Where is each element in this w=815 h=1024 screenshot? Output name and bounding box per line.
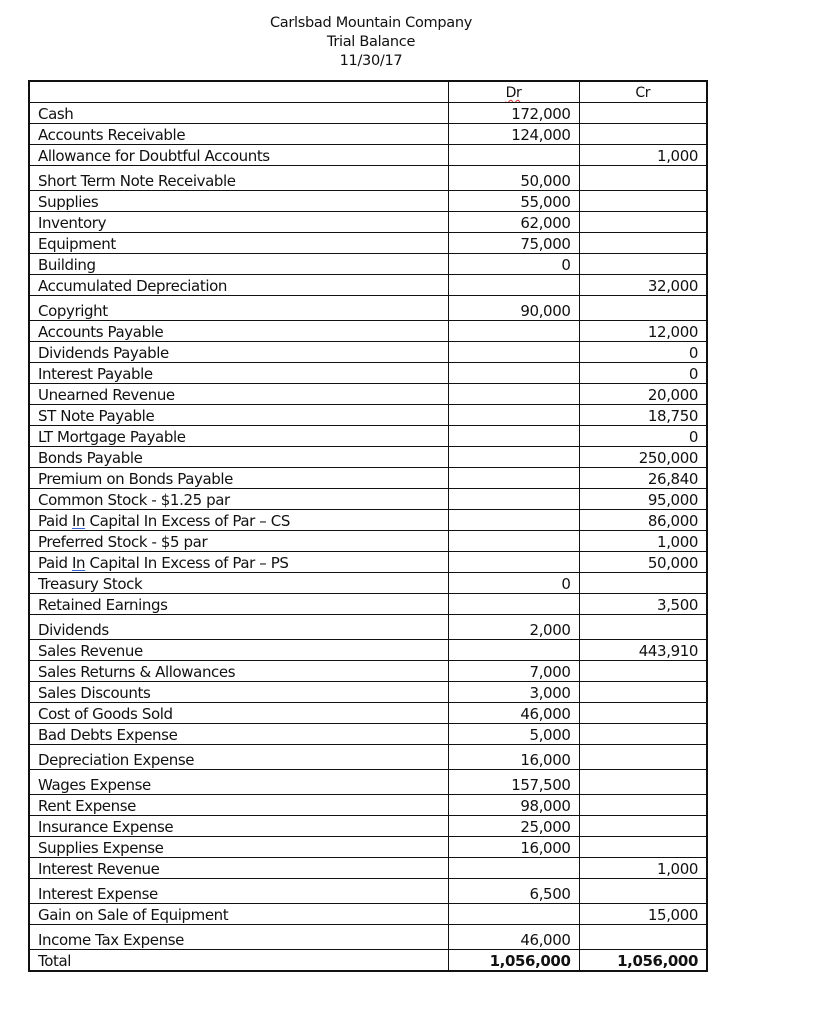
account-name-part: Capital In Excess of Par – CS [85,512,290,530]
credit-amount [579,573,707,594]
account-name: Insurance Expense [29,816,448,837]
credit-amount: 32,000 [579,275,707,296]
debit-amount: 62,000 [448,212,579,233]
credit-amount [579,212,707,233]
table-row [29,724,707,745]
account-name: Preferred Stock - $5 par [29,531,448,552]
credit-amount [579,166,707,191]
account-name: Supplies Expense [29,837,448,858]
account-name: Supplies [29,191,448,212]
account-name: Sales Revenue [29,640,448,661]
debit-amount: 6,500 [448,879,579,904]
table-row [29,103,707,124]
account-name: Interest Expense [29,879,448,904]
debit-amount: 124,000 [448,124,579,145]
report-name: Trial Balance [326,34,416,50]
account-name: Allowance for Doubtful Accounts [29,145,448,166]
account-name-part: Paid [38,554,73,572]
credit-amount: 1,000 [579,858,707,879]
table-row [29,212,707,233]
table-row [29,682,707,703]
total-row [29,950,707,972]
table-row [29,342,707,363]
account-name: Dividends [29,615,448,640]
debit-amount: 98,000 [448,795,579,816]
table-row [29,925,707,950]
debit-amount: 172,000 [448,103,579,124]
company-name: Carlsbad Mountain Company [269,15,473,31]
credit-amount [579,925,707,950]
credit-amount [579,615,707,640]
debit-amount [448,594,579,615]
debit-amount: 55,000 [448,191,579,212]
account-name: Short Term Note Receivable [29,166,448,191]
account-column-header [29,81,448,103]
credit-amount [579,724,707,745]
table-row [29,594,707,615]
account-name: Dividends Payable [29,342,448,363]
account-name: Premium on Bonds Payable [29,468,448,489]
account-name: Bad Debts Expense [29,724,448,745]
grammar-flagged-word: In [72,554,86,572]
debit-amount: 157,500 [448,770,579,795]
credit-amount: 15,000 [579,904,707,925]
account-name: Sales Returns & Allowances [29,661,448,682]
credit-amount [579,879,707,904]
table-row [29,489,707,510]
debit-amount [448,384,579,405]
table-row [29,795,707,816]
credit-amount: 26,840 [579,468,707,489]
account-name: Cash [29,103,448,124]
table-row [29,837,707,858]
debit-header-label: Dr [505,85,522,101]
credit-amount: 0 [579,363,707,384]
credit-amount: 50,000 [579,552,707,573]
credit-amount [579,661,707,682]
debit-amount: 46,000 [448,703,579,724]
report-title-block [220,14,522,71]
credit-amount: 443,910 [579,640,707,661]
account-name: Building [29,254,448,275]
table-row [29,904,707,925]
table-row [29,384,707,405]
table-row [29,640,707,661]
credit-amount [579,191,707,212]
credit-amount: 3,500 [579,594,707,615]
table-row [29,145,707,166]
table-row [29,321,707,342]
table-row [29,254,707,275]
report-date: 11/30/17 [339,53,403,69]
debit-amount [448,468,579,489]
table-row [29,858,707,879]
table-row [29,166,707,191]
table-row [29,703,707,724]
account-name: LT Mortgage Payable [29,426,448,447]
debit-amount: 7,000 [448,661,579,682]
account-name: ST Note Payable [29,405,448,426]
debit-amount [448,858,579,879]
table-row [29,816,707,837]
account-name: Accounts Receivable [29,124,448,145]
credit-amount [579,770,707,795]
debit-amount: 3,000 [448,682,579,703]
account-name: Interest Revenue [29,858,448,879]
debit-amount [448,447,579,468]
credit-amount: 86,000 [579,510,707,531]
account-name: Wages Expense [29,770,448,795]
table-row [29,275,707,296]
credit-amount [579,795,707,816]
table-row [29,447,707,468]
account-name: Unearned Revenue [29,384,448,405]
debit-amount: 5,000 [448,724,579,745]
account-name: Accumulated Depreciation [29,275,448,296]
debit-amount: 16,000 [448,837,579,858]
debit-amount: 0 [448,573,579,594]
credit-amount [579,124,707,145]
account-name-part: Paid [38,512,73,530]
account-name: Rent Expense [29,795,448,816]
account-name-part: Capital In Excess of Par – PS [85,554,289,572]
debit-amount [448,904,579,925]
account-name [29,552,448,573]
account-name: Treasury Stock [29,573,448,594]
table-row [29,531,707,552]
table-row [29,233,707,254]
trial-balance-table [28,80,708,972]
table-row [29,510,707,531]
grammar-flagged-word: In [72,512,86,530]
table-row [29,573,707,594]
credit-amount [579,837,707,858]
credit-amount [579,682,707,703]
credit-amount: 250,000 [579,447,707,468]
debit-amount [448,552,579,573]
account-name [29,510,448,531]
credit-column-header: Cr [579,81,707,103]
account-name: Income Tax Expense [29,925,448,950]
table-row [29,468,707,489]
debit-amount: 0 [448,254,579,275]
debit-amount: 25,000 [448,816,579,837]
debit-amount [448,363,579,384]
table-row [29,296,707,321]
account-name: Common Stock - $1.25 par [29,489,448,510]
table-row [29,879,707,904]
account-name: Accounts Payable [29,321,448,342]
debit-amount: 90,000 [448,296,579,321]
debit-amount [448,321,579,342]
credit-amount [579,703,707,724]
account-name: Equipment [29,233,448,254]
total-credit: 1,056,000 [579,950,707,972]
credit-amount [579,233,707,254]
credit-amount [579,254,707,275]
account-name: Gain on Sale of Equipment [29,904,448,925]
debit-amount: 46,000 [448,925,579,950]
total-debit: 1,056,000 [448,950,579,972]
table-row [29,363,707,384]
credit-amount: 1,000 [579,145,707,166]
debit-amount: 50,000 [448,166,579,191]
total-label: Total [29,950,448,972]
account-name: Sales Discounts [29,682,448,703]
debit-amount [448,510,579,531]
credit-amount: 95,000 [579,489,707,510]
debit-amount: 2,000 [448,615,579,640]
account-name: Retained Earnings [29,594,448,615]
credit-amount: 1,000 [579,531,707,552]
account-name: Interest Payable [29,363,448,384]
debit-amount [448,640,579,661]
credit-amount: 18,750 [579,405,707,426]
credit-amount: 0 [579,342,707,363]
table-row [29,426,707,447]
debit-amount [448,405,579,426]
debit-amount [448,426,579,447]
debit-amount: 75,000 [448,233,579,254]
table-row [29,770,707,795]
table-row [29,661,707,682]
table-row [29,745,707,770]
account-name: Bonds Payable [29,447,448,468]
account-name: Inventory [29,212,448,233]
table-header-row [29,81,707,103]
credit-amount [579,296,707,321]
debit-amount: 16,000 [448,745,579,770]
table-row [29,191,707,212]
debit-amount [448,342,579,363]
credit-amount: 12,000 [579,321,707,342]
account-name: Copyright [29,296,448,321]
account-name: Depreciation Expense [29,745,448,770]
account-name: Cost of Goods Sold [29,703,448,724]
debit-amount [448,145,579,166]
credit-amount: 0 [579,426,707,447]
debit-amount [448,275,579,296]
debit-column-header [448,81,579,103]
credit-amount [579,816,707,837]
debit-amount [448,489,579,510]
credit-amount [579,103,707,124]
table-row [29,124,707,145]
credit-amount: 20,000 [579,384,707,405]
table-row [29,615,707,640]
table-row [29,552,707,573]
debit-amount [448,531,579,552]
table-row [29,405,707,426]
credit-amount [579,745,707,770]
